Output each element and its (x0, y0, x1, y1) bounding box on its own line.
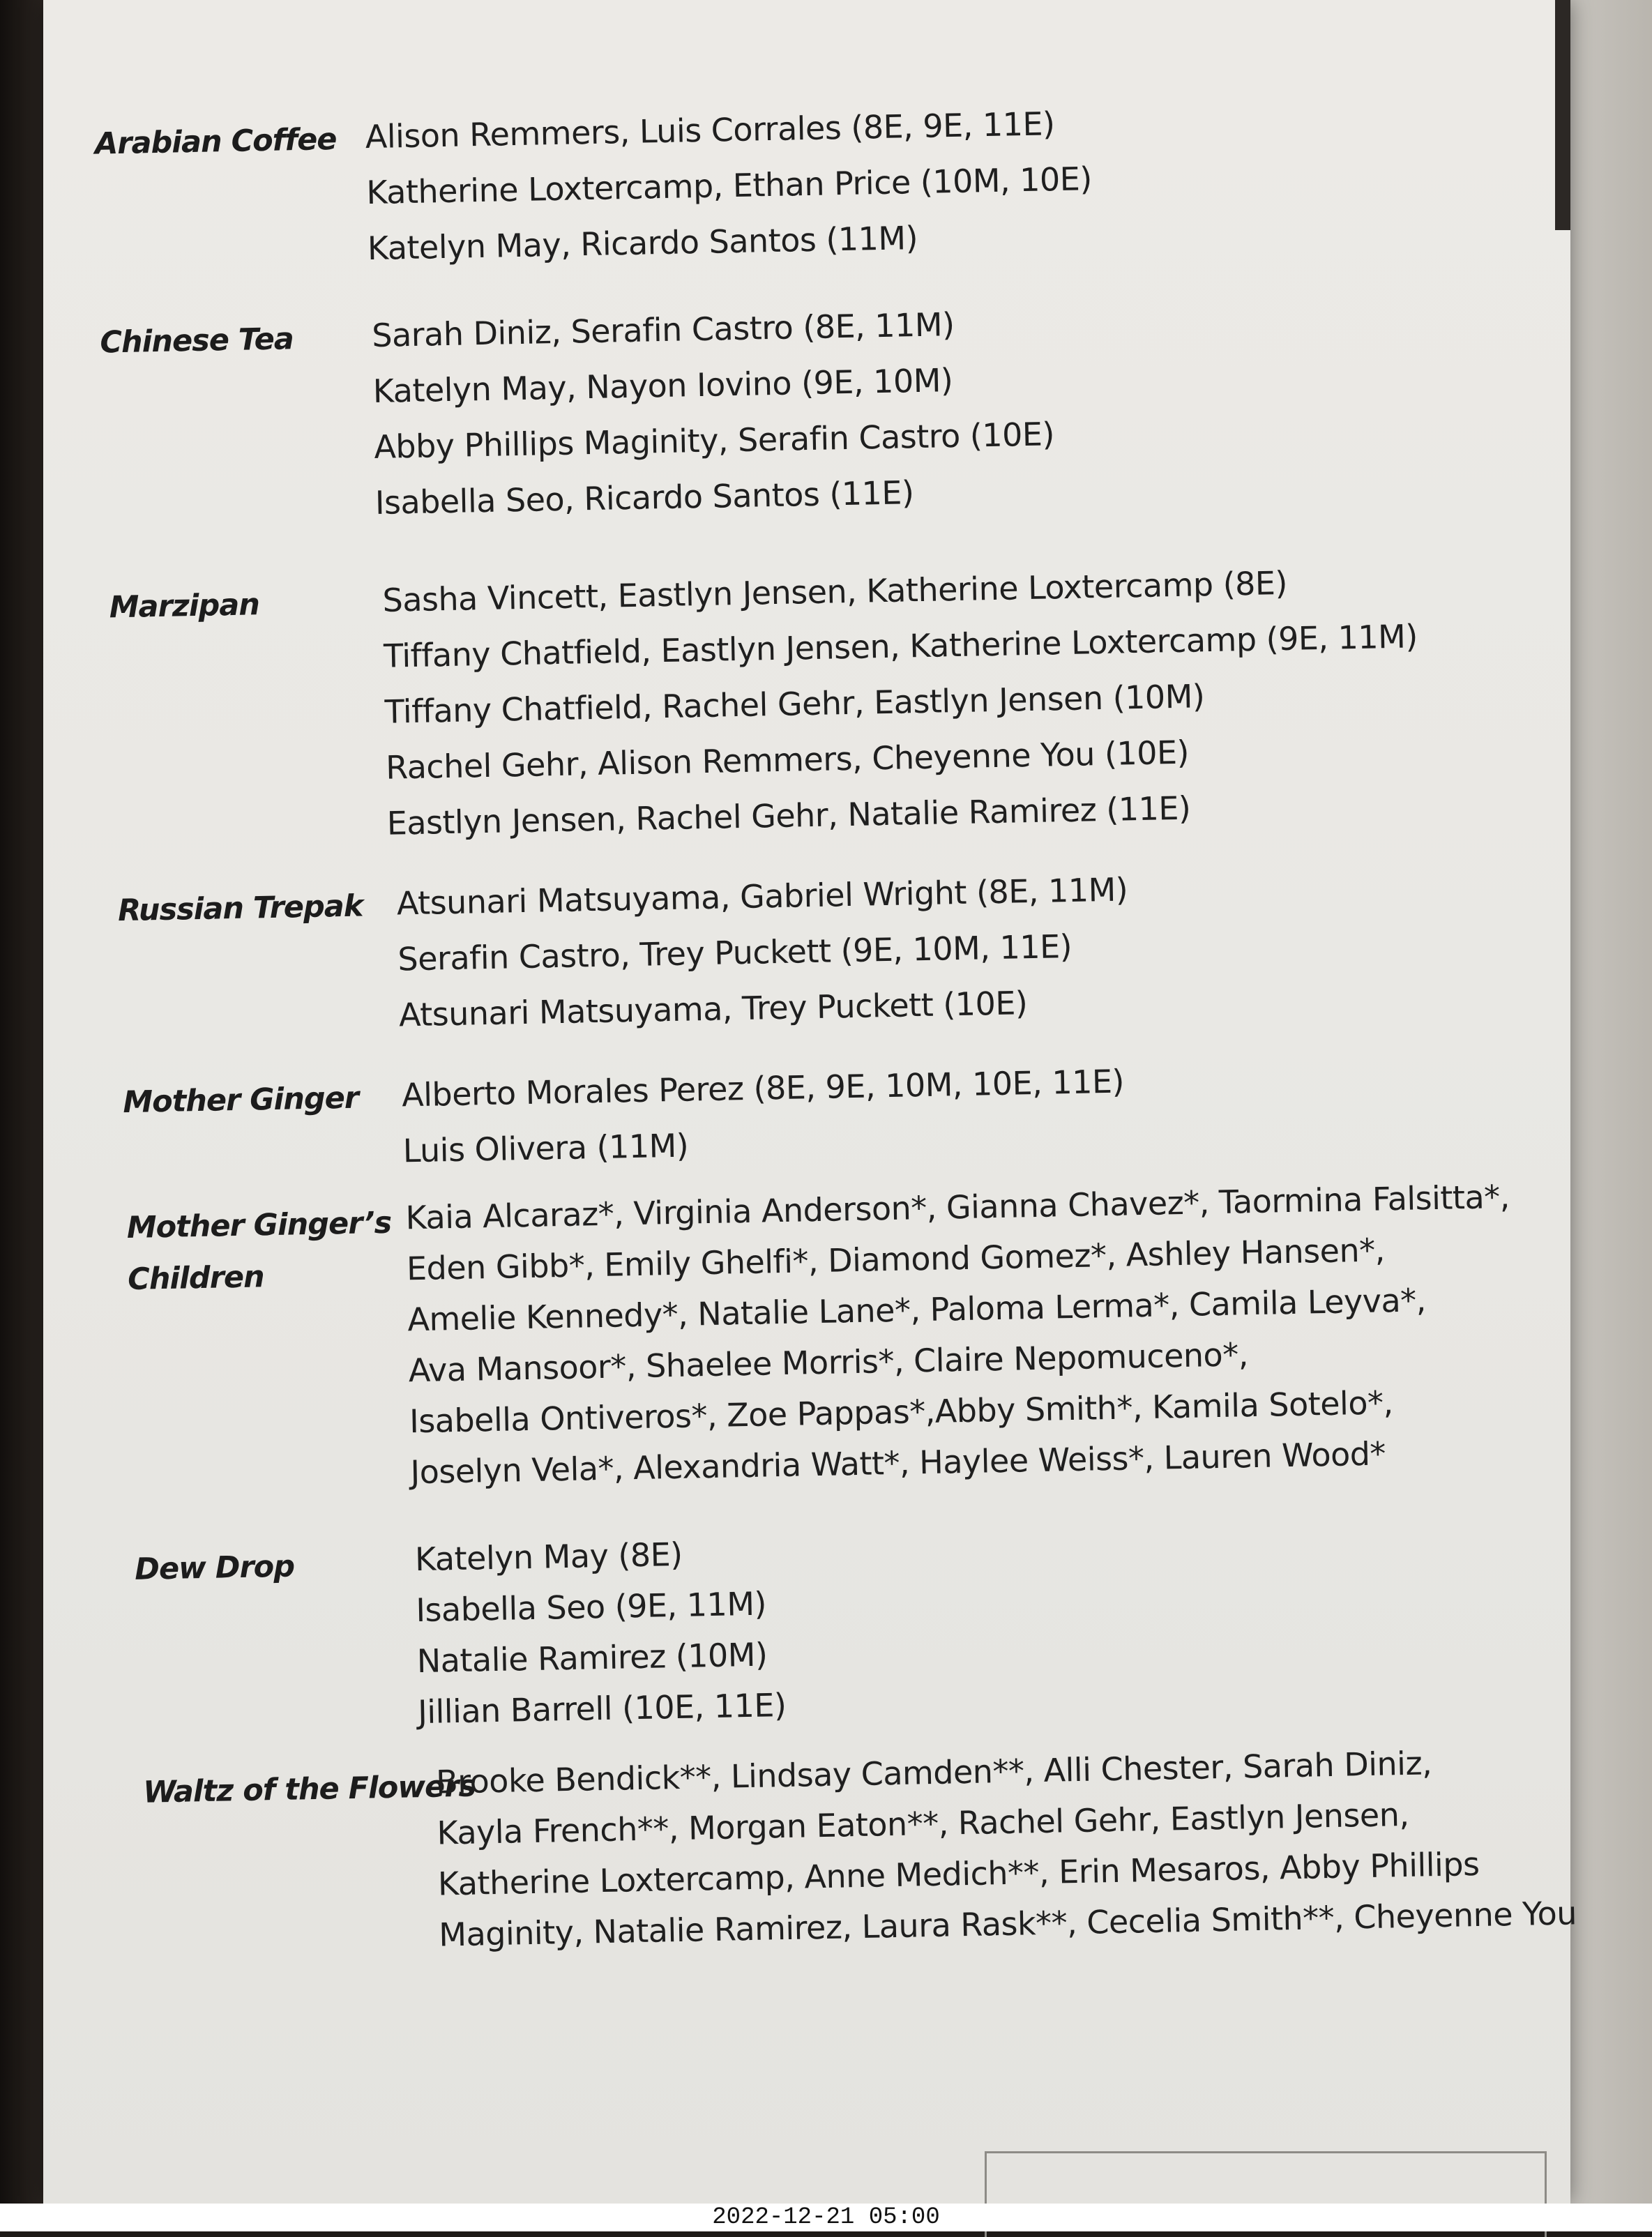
section-title: Waltz of the Flowers (142, 1768, 476, 1810)
cast-list (414, 1512, 1568, 1738)
cast-line: Katherine Loxtercamp, Anne Medich**, Erin Mesaros, Abby Phillips (437, 1844, 1480, 1903)
section-title: Chinese Tea (99, 321, 294, 361)
cast-line: Katherine Loxtercamp, Ethan Price (10M, 10E) (365, 160, 1093, 212)
page-edge-shadow (1555, 0, 1570, 230)
cast-line: Kayla French**, Morgan Eaton**, Rachel Gehr, Eastlyn Jensen, (437, 1795, 1409, 1852)
cast-line: Maginity, Natalie Ramirez, Laura Rask**, Cecelia Smith**, Cheyenne You (438, 1894, 1577, 1954)
section-title: Russian Trepak (117, 888, 363, 929)
cast-line: Isabella Ontiveros*, Zoe Pappas*,Abby Smith*, Kamila Sotelo*, (409, 1383, 1394, 1441)
cast-line: Natalie Ramirez (10M) (416, 1635, 768, 1681)
cast-line: Alison Remmers, Luis Corrales (8E, 9E, 11E) (365, 105, 1055, 156)
cast-line: Joselyn Vela*, Alexandria Watt*, Haylee Weiss*, Lauren Wood* (410, 1434, 1386, 1492)
cast-line: Isabella Seo (9E, 11M) (415, 1584, 767, 1630)
cast-line: Ava Mansoor*, Shaelee Morris*, Claire Nepomuceno*, (408, 1335, 1249, 1390)
cast-line: Sasha Vincett, Eastlyn Jensen, Katherine Loxtercamp (8E) (382, 563, 1288, 619)
background-left (0, 0, 43, 2231)
cast-list (365, 87, 1518, 277)
cast-list (372, 285, 1526, 531)
cast-list (382, 550, 1538, 851)
cast-line: Abby Phillips Maginity, Serafin Castro (10E) (373, 415, 1055, 467)
cast-line: Atsunari Matsuyama, Trey Puckett (10E) (398, 984, 1028, 1034)
section-title: Mother Ginger (122, 1080, 359, 1121)
section-mother-ginger (122, 1043, 1650, 1170)
cast-line: Brooke Bendick**, Lindsay Camden**, Alli Chester, Sarah Diniz, (435, 1744, 1432, 1801)
cast-line: Kaia Alcaraz*, Virginia Anderson*, Gianna Chavez*, Taormina Falsitta*, (405, 1177, 1510, 1237)
section-waltz-of-the-flowers (142, 1734, 1652, 1954)
section-title: Arabian Coffee (94, 121, 337, 162)
cast-line: Luis Olivera (11M) (402, 1126, 689, 1170)
section-chinese-tea (99, 283, 1627, 522)
section-russian-trepak (117, 851, 1644, 1034)
section-dew-drop (134, 1510, 1652, 1731)
cast-list (405, 1171, 1561, 1499)
cast-line: Sarah Diniz, Serafin Castro (8E, 11M) (371, 305, 955, 355)
section-marzipan (109, 548, 1636, 842)
cast-list (396, 854, 1549, 1043)
section-title-line: Children (127, 1259, 265, 1298)
cast-line: Katelyn May (8E) (414, 1535, 683, 1579)
cast-line: Katelyn May, Nayon Iovino (9E, 10M) (372, 361, 953, 411)
cast-list (401, 1045, 1554, 1179)
cast-line: Atsunari Matsuyama, Gabriel Wright (8E, 11M) (396, 870, 1128, 923)
cast-list (435, 1735, 1589, 1961)
section-title: Dew Drop (134, 1549, 295, 1587)
program-page (43, 0, 1577, 2204)
cast-line: Eastlyn Jensen, Rachel Gehr, Natalie Ramirez (11E) (386, 789, 1191, 842)
cast-line: Serafin Castro, Trey Puckett (9E, 10M, 11E) (397, 927, 1073, 978)
section-mother-gingers-children (126, 1169, 1652, 1492)
cast-line: Katelyn May, Ricardo Santos (11M) (367, 218, 918, 268)
cast-line: Alberto Morales Perez (8E, 9E, 10M, 10E, 11E) (401, 1062, 1125, 1114)
cast-line: Tiffany Chatfield, Eastlyn Jensen, Katherine Loxtercamp (9E, 11M) (383, 617, 1418, 675)
cast-line: Isabella Seo, Ricardo Santos (11E) (374, 473, 914, 522)
program-content (43, 0, 1612, 2203)
section-title-line: Mother Ginger’s (126, 1205, 392, 1246)
cast-line: Eden Gibb*, Emily Ghelfi*, Diamond Gomez*, Ashley Hansen*, (406, 1231, 1386, 1288)
photo-timestamp: 2022-12-21 05:00 (0, 2204, 1652, 2231)
cast-line: Jillian Barrell (10E, 11E) (417, 1686, 787, 1731)
cast-line: Tiffany Chatfield, Rachel Gehr, Eastlyn Jensen (10M) (384, 677, 1205, 731)
section-arabian-coffee (94, 85, 1621, 268)
section-title: Marzipan (109, 587, 260, 625)
cast-line: Rachel Gehr, Alison Remmers, Cheyenne You (10E) (385, 733, 1190, 787)
cast-line: Amelie Kennedy*, Natalie Lane*, Paloma Lerma*, Camila Leyva*, (407, 1281, 1427, 1339)
